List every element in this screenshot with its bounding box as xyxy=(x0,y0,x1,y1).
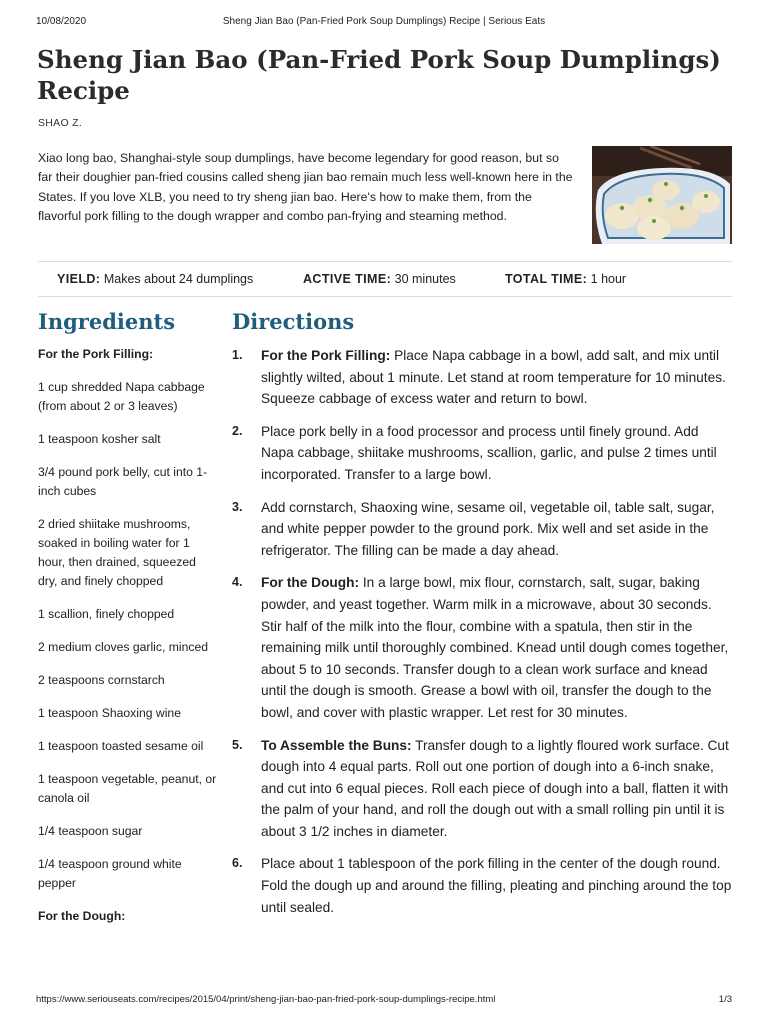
ingredient-item: 2 teaspoons cornstarch xyxy=(38,673,165,687)
ingredients-list xyxy=(38,345,218,940)
yield xyxy=(57,272,253,286)
direction-step xyxy=(232,421,732,486)
direction-step xyxy=(232,853,732,918)
ingredient-item: 1 teaspoon kosher salt xyxy=(38,432,161,446)
print-footer xyxy=(36,994,732,1008)
ingredient-subheading: For the Dough: xyxy=(38,909,126,923)
step-text: Place pork belly in a food processor and process until finely ground. Add Napa cabbage, shiitake mushrooms, scallion, garlic, and pulse 2 times until incorporated. Transfer to a large bowl. xyxy=(261,423,717,482)
ingredient-item: 1 teaspoon Shaoxing wine xyxy=(38,706,181,720)
print-date: 10/08/2020 xyxy=(36,16,87,27)
ingredient-item: 1 teaspoon vegetable, peanut, or canola oil xyxy=(38,772,217,805)
total-time-label: TOTAL TIME: xyxy=(505,272,588,286)
recipe-intro: Xiao long bao, Shanghai-style soup dumplings, have become legendary for good reason, but so far their doughier pan-fried cousins called sheng jian bao remain much less well-known here in the States. If you love XLB, you need to try sheng jian bao. Here's how to make them, from the flavorful pork filling to the dough wrapper and combo pan-frying and steaming method. xyxy=(38,151,573,224)
step-text: Place about 1 tablespoon of the pork filling in the center of the dough round. Fold the dough up and around the filling, pleating and pinching around the top until sealed. xyxy=(261,856,732,915)
yield-value: Makes about 24 dumplings xyxy=(103,272,254,286)
ingredient-subheading: For the Pork Filling: xyxy=(38,347,154,361)
step-number: 6. xyxy=(232,856,243,871)
directions-heading: Directions xyxy=(232,309,355,334)
ingredient-item: 1 cup shredded Napa cabbage (from about 2 or 3 leaves) xyxy=(38,380,205,413)
step-number: 1. xyxy=(232,348,243,362)
direction-step xyxy=(232,735,732,843)
step-text: In a large bowl, mix flour, cornstarch, salt, sugar, baking powder, and yeast together. Warm milk in a microwave, about 30 seconds. Stir half of the milk into the flour, combine with a spatula, then stir in the remaining milk until thoroughly combined. Knead until dough comes together, about 5 to 10 seconds. Transfer dough to a clean work surface and knead until the dough is smooth. Grease a bowl with oil, transfer the dough to the bowl, and cover with plastic wrapper. Let rest for 30 minutes. xyxy=(261,575,729,720)
ingredient-item: 1 teaspoon toasted sesame oil xyxy=(38,739,204,753)
step-lead: For the Pork Filling: xyxy=(261,348,391,363)
print-url: https://www.seriouseats.com/recipes/2015/04/print/sheng-jian-bao-pan-fried-pork-soup-dumplings-recipe.html xyxy=(36,994,496,1005)
ingredient-item: 1/4 teaspoon sugar xyxy=(38,824,143,838)
direction-step xyxy=(232,497,732,562)
step-text: Add cornstarch, Shaoxing wine, sesame oil, vegetable oil, table salt, sugar, and white pepper powder to the ground pork. Mix well and set aside in the refrigerator. The filling can be made a day ahead. xyxy=(261,499,715,558)
step-number: 2. xyxy=(232,423,243,438)
ingredient-item: 2 medium cloves garlic, minced xyxy=(38,640,209,654)
print-page-number: 1/3 xyxy=(718,994,732,1005)
direction-step xyxy=(232,345,732,410)
recipe-photo xyxy=(592,146,732,244)
dumplings-photo-illustration xyxy=(592,146,732,244)
recipe-meta-bar xyxy=(38,261,732,297)
ingredient-item: 1 scallion, finely chopped xyxy=(38,607,175,621)
total-time-value: 1 hour xyxy=(590,272,627,286)
ingredients-heading: Ingredients xyxy=(38,309,176,334)
ingredient-item: 1/4 teaspoon ground white pepper xyxy=(38,857,182,890)
directions-list xyxy=(232,345,732,929)
step-text: Place Napa cabbage in a bowl, add salt, and mix until slightly wilted, about 1 minute. Let stand at room temperature for 10 minutes. Squeeze cabbage of excess water and return to bowl. xyxy=(261,348,726,407)
step-number: 3. xyxy=(232,499,243,514)
active-time-value: 30 minutes xyxy=(394,272,456,286)
recipe-author: SHAO Z. xyxy=(38,117,83,129)
direction-step xyxy=(232,572,732,723)
step-lead: For the Dough: xyxy=(261,575,360,591)
ingredient-item: 2 dried shiitake mushrooms, soaked in boiling water for 1 hour, then drained, squeezed dry, and finely chopped xyxy=(38,517,196,588)
step-text: Transfer dough to a lightly floured work surface. Cut dough into 4 equal parts. Roll out one portion of dough into a 6-inch snake, and cut into 6 equal pieces. Roll each piece of dough into a ball, flatten it with the palm of your hand, and roll the dough out with a small rolling pin until it is about 3 1/2 inches in diameter. xyxy=(261,737,729,839)
recipe-title: Sheng Jian Bao (Pan-Fried Pork Soup Dumplings) Recipe xyxy=(37,45,721,105)
step-number: 5. xyxy=(232,737,243,752)
step-lead: To Assemble the Buns: xyxy=(261,737,412,753)
step-number: 4. xyxy=(232,575,243,590)
active-time xyxy=(303,272,456,286)
active-time-label: ACTIVE TIME: xyxy=(303,272,392,286)
ingredient-item: 3/4 pound pork belly, cut into 1-inch cubes xyxy=(38,465,208,498)
yield-label: YIELD: xyxy=(57,272,101,286)
print-header xyxy=(36,16,732,30)
print-page-title: Sheng Jian Bao (Pan-Fried Pork Soup Dumplings) Recipe | Serious Eats xyxy=(222,16,546,27)
total-time xyxy=(505,272,626,286)
